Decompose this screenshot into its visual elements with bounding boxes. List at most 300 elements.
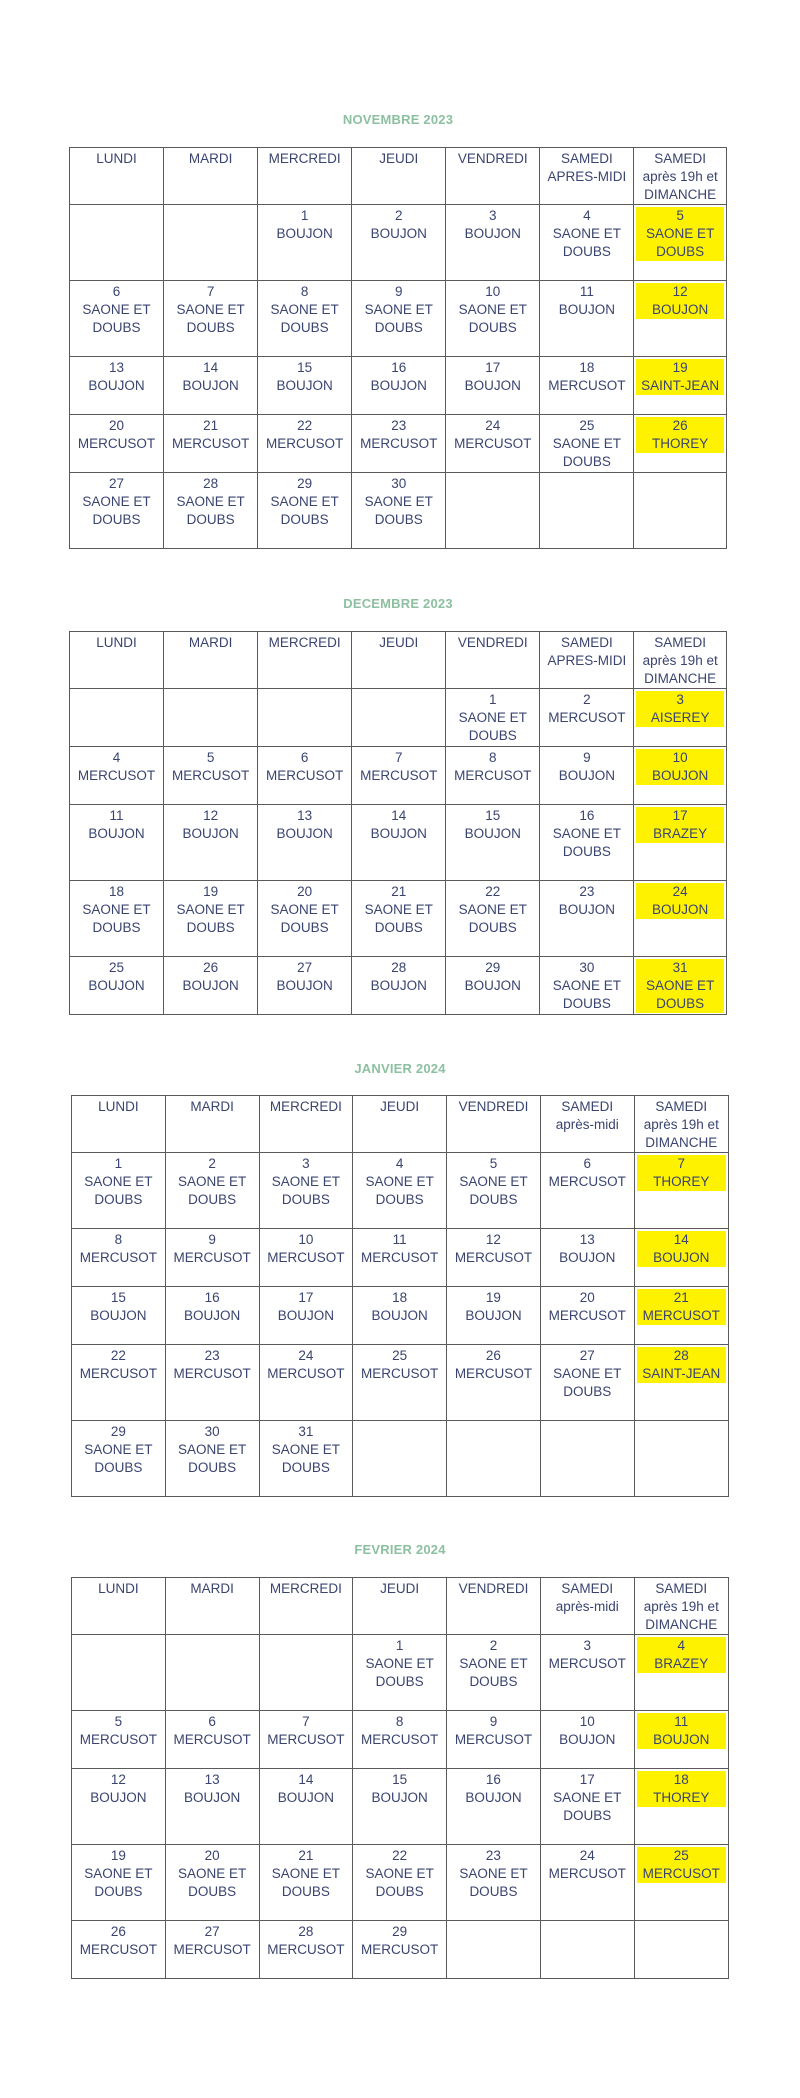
day-cell bbox=[259, 1229, 353, 1287]
day-cell bbox=[259, 1769, 353, 1845]
location-label: MERCUSOT bbox=[637, 1865, 726, 1883]
day-cell bbox=[352, 281, 446, 357]
week-row bbox=[72, 1845, 729, 1921]
day-number: 23 bbox=[485, 1848, 501, 1863]
location-label: MERCUSOT bbox=[360, 436, 438, 451]
location-label: SAONE ET DOUBS bbox=[552, 826, 621, 859]
day-number: 14 bbox=[298, 1772, 314, 1787]
location-label: SAONE ET DOUBS bbox=[176, 302, 245, 335]
weekday-header: SAMEDI après 19h et DIMANCHE bbox=[634, 148, 727, 205]
day-number: 17 bbox=[485, 360, 501, 375]
week-row bbox=[70, 689, 727, 747]
day-number: 15 bbox=[485, 808, 501, 823]
day-number: 25 bbox=[579, 418, 595, 433]
day-number: 12 bbox=[110, 1772, 126, 1787]
day-cell bbox=[72, 1921, 166, 1979]
day-cell bbox=[447, 1845, 541, 1921]
day-number: 1 bbox=[300, 208, 309, 223]
day-cell bbox=[259, 1921, 353, 1979]
empty-cell bbox=[164, 205, 258, 281]
day-number: 22 bbox=[392, 1848, 408, 1863]
day-number: 19 bbox=[636, 359, 724, 377]
day-cell bbox=[353, 1153, 447, 1229]
day-cell bbox=[259, 1287, 353, 1345]
header-row bbox=[70, 148, 727, 205]
weekday-header: MERCREDI bbox=[258, 148, 352, 205]
week-row bbox=[72, 1153, 729, 1229]
location-label: MERCUSOT bbox=[173, 1250, 251, 1265]
location-label: SAONE ET DOUBS bbox=[636, 225, 724, 261]
weekday-header: SAMEDI après 19h et DIMANCHE bbox=[634, 1096, 728, 1153]
day-cell bbox=[165, 1287, 259, 1345]
empty-cell bbox=[634, 473, 727, 549]
day-number: 11 bbox=[392, 1232, 407, 1247]
empty-cell bbox=[165, 1635, 259, 1711]
location-label: BOUJON bbox=[184, 1308, 241, 1323]
day-cell bbox=[353, 1287, 447, 1345]
location-label: BOUJON bbox=[277, 1790, 335, 1805]
location-label: MERCUSOT bbox=[267, 1250, 345, 1265]
day-number: 5 bbox=[489, 1156, 498, 1171]
empty-cell bbox=[447, 1921, 541, 1979]
location-label: MERCUSOT bbox=[454, 436, 532, 451]
day-cell bbox=[165, 1153, 259, 1229]
location-label: MERCUSOT bbox=[267, 1732, 345, 1747]
day-cell bbox=[165, 1345, 259, 1421]
day-cell bbox=[353, 1635, 447, 1711]
day-cell bbox=[352, 957, 446, 1015]
location-label: MERCUSOT bbox=[361, 1942, 439, 1957]
location-label: SAONE ET DOUBS bbox=[271, 1442, 341, 1475]
day-cell bbox=[72, 1769, 166, 1845]
day-cell bbox=[634, 689, 727, 747]
location-label: BRAZEY bbox=[637, 1655, 726, 1673]
location-label: SAONE ET DOUBS bbox=[636, 977, 724, 1013]
location-label: SAONE ET DOUBS bbox=[84, 1866, 153, 1899]
day-number: 20 bbox=[109, 418, 125, 433]
location-label: MERCUSOT bbox=[173, 1942, 251, 1957]
weekday-header: MERCREDI bbox=[259, 1096, 353, 1153]
day-number: 11 bbox=[109, 808, 124, 823]
day-cell bbox=[352, 881, 446, 957]
day-number: 27 bbox=[204, 1924, 220, 1939]
day-number: 23 bbox=[204, 1348, 220, 1363]
day-number: 27 bbox=[579, 1348, 595, 1363]
week-row bbox=[70, 205, 727, 281]
week-row bbox=[70, 415, 727, 473]
location-label: BOUJON bbox=[276, 226, 333, 241]
day-number: 6 bbox=[208, 1714, 216, 1729]
day-number: 27 bbox=[109, 476, 125, 491]
location-label: MERCUSOT bbox=[548, 1866, 626, 1881]
day-cell bbox=[352, 805, 446, 881]
day-number: 17 bbox=[579, 1772, 595, 1787]
weekday-header: VENDREDI bbox=[447, 1096, 541, 1153]
location-label: SAONE ET DOUBS bbox=[459, 1174, 528, 1207]
calendar-table bbox=[69, 147, 727, 549]
location-label: MERCUSOT bbox=[548, 1308, 626, 1323]
empty-cell bbox=[70, 205, 164, 281]
location-label: SAONE ET DOUBS bbox=[552, 436, 621, 469]
day-number: 5 bbox=[636, 207, 724, 225]
day-cell bbox=[164, 357, 258, 415]
day-number: 30 bbox=[391, 476, 407, 491]
day-cell bbox=[258, 805, 352, 881]
day-cell bbox=[70, 473, 164, 549]
day-cell bbox=[446, 689, 540, 747]
day-cell bbox=[72, 1345, 166, 1421]
day-cell bbox=[447, 1345, 541, 1421]
weekday-header: JEUDI bbox=[353, 1096, 447, 1153]
day-number: 28 bbox=[203, 476, 219, 491]
weekday-header: SAMEDI APRES-MIDI bbox=[540, 632, 634, 689]
location-label: BOUJON bbox=[88, 978, 145, 993]
day-number: 16 bbox=[391, 360, 407, 375]
location-label: BOUJON bbox=[464, 226, 521, 241]
location-label: BOUJON bbox=[90, 1308, 147, 1323]
day-cell bbox=[259, 1421, 353, 1497]
day-cell bbox=[72, 1153, 166, 1229]
day-cell bbox=[540, 1769, 634, 1845]
location-label: SAONE ET DOUBS bbox=[553, 1366, 622, 1399]
day-cell bbox=[352, 473, 446, 549]
location-label: MERCUSOT bbox=[548, 1174, 626, 1189]
day-number: 5 bbox=[206, 750, 215, 765]
empty-cell bbox=[164, 689, 258, 747]
day-number: 25 bbox=[392, 1348, 408, 1363]
day-number: 3 bbox=[302, 1156, 310, 1171]
header-row bbox=[72, 1096, 729, 1153]
location-label: BOUJON bbox=[465, 1790, 522, 1805]
day-cell bbox=[540, 805, 634, 881]
location-label: BOUJON bbox=[464, 826, 521, 841]
day-number: 15 bbox=[297, 360, 313, 375]
day-cell bbox=[447, 1229, 541, 1287]
weekday-header: LUNDI bbox=[70, 632, 164, 689]
day-cell bbox=[352, 205, 446, 281]
day-cell bbox=[164, 881, 258, 957]
day-cell bbox=[634, 1229, 728, 1287]
location-label: BOUJON bbox=[276, 978, 333, 993]
location-label: SAONE ET DOUBS bbox=[178, 1866, 247, 1899]
day-number: 10 bbox=[636, 749, 724, 767]
empty-cell bbox=[540, 1421, 634, 1497]
location-label: SAONE ET DOUBS bbox=[459, 1866, 528, 1899]
day-number: 18 bbox=[109, 884, 125, 899]
location-label: BOUJON bbox=[276, 826, 333, 841]
day-cell bbox=[447, 1711, 541, 1769]
day-cell bbox=[447, 1153, 541, 1229]
empty-cell bbox=[70, 689, 164, 747]
weekday-header: MERCREDI bbox=[259, 1578, 353, 1635]
day-number: 31 bbox=[298, 1424, 314, 1439]
day-number: 10 bbox=[485, 284, 501, 299]
day-cell bbox=[164, 415, 258, 473]
location-label: MERCUSOT bbox=[171, 436, 250, 451]
location-label: AISEREY bbox=[636, 709, 724, 727]
day-number: 8 bbox=[300, 284, 309, 299]
location-label: SAONE ET DOUBS bbox=[176, 494, 245, 527]
day-number: 24 bbox=[298, 1348, 314, 1363]
empty-cell bbox=[634, 1921, 728, 1979]
day-cell bbox=[258, 205, 352, 281]
day-cell bbox=[353, 1711, 447, 1769]
day-cell bbox=[165, 1421, 259, 1497]
week-row bbox=[72, 1635, 729, 1711]
day-cell bbox=[634, 1711, 728, 1769]
location-label: MERCUSOT bbox=[79, 1250, 157, 1265]
day-cell bbox=[540, 357, 634, 415]
day-number: 21 bbox=[203, 418, 219, 433]
location-label: SAONE ET DOUBS bbox=[270, 494, 339, 527]
day-cell bbox=[540, 881, 634, 957]
week-row bbox=[70, 805, 727, 881]
day-number: 28 bbox=[298, 1924, 314, 1939]
day-number: 14 bbox=[637, 1231, 726, 1249]
location-label: MERCUSOT bbox=[266, 436, 344, 451]
day-cell bbox=[540, 1287, 634, 1345]
location-label: MERCUSOT bbox=[360, 768, 438, 783]
day-number: 19 bbox=[110, 1848, 126, 1863]
month-title: FEVRIER 2024 bbox=[354, 1542, 446, 1557]
day-number: 12 bbox=[485, 1232, 501, 1247]
location-label: SAONE ET DOUBS bbox=[458, 302, 527, 335]
empty-cell bbox=[446, 473, 540, 549]
week-row bbox=[72, 1229, 729, 1287]
location-label: SAONE ET DOUBS bbox=[176, 902, 245, 935]
empty-cell bbox=[72, 1635, 166, 1711]
day-number: 2 bbox=[394, 208, 403, 223]
location-label: SAONE ET DOUBS bbox=[458, 710, 527, 743]
day-number: 25 bbox=[637, 1847, 726, 1865]
location-label: MERCUSOT bbox=[454, 1732, 533, 1747]
location-label: BOUJON bbox=[637, 1249, 726, 1267]
day-cell bbox=[634, 1345, 728, 1421]
location-label: MERCUSOT bbox=[361, 1250, 439, 1265]
location-label: BOUJON bbox=[559, 1250, 616, 1265]
location-label: BOUJON bbox=[370, 378, 427, 393]
day-cell bbox=[634, 1287, 728, 1345]
week-row bbox=[70, 281, 727, 357]
day-cell bbox=[446, 805, 540, 881]
day-number: 8 bbox=[114, 1232, 123, 1247]
day-cell bbox=[164, 805, 258, 881]
day-number: 18 bbox=[392, 1290, 408, 1305]
weekday-header: MARDI bbox=[164, 148, 258, 205]
location-label: MERCUSOT bbox=[267, 1366, 345, 1381]
weekday-header: SAMEDI après-midi bbox=[540, 1578, 634, 1635]
location-label: SAONE ET DOUBS bbox=[270, 902, 339, 935]
day-number: 29 bbox=[485, 960, 501, 975]
calendar-table bbox=[69, 631, 727, 1015]
day-cell bbox=[634, 281, 727, 357]
day-number: 13 bbox=[579, 1232, 595, 1247]
day-cell bbox=[353, 1229, 447, 1287]
location-label: BOUJON bbox=[277, 1308, 335, 1323]
location-label: SAONE ET DOUBS bbox=[82, 494, 151, 527]
location-label: BOUJON bbox=[636, 301, 724, 319]
week-row bbox=[72, 1287, 729, 1345]
day-cell bbox=[446, 747, 540, 805]
day-number: 6 bbox=[300, 750, 309, 765]
location-label: SAONE ET DOUBS bbox=[552, 978, 621, 1011]
location-label: THOREY bbox=[636, 435, 724, 453]
location-label: SAONE ET DOUBS bbox=[270, 302, 339, 335]
day-number: 30 bbox=[579, 960, 595, 975]
empty-cell bbox=[258, 689, 352, 747]
day-number: 29 bbox=[392, 1924, 408, 1939]
week-row bbox=[70, 357, 727, 415]
day-number: 31 bbox=[636, 959, 724, 977]
weekday-header: JEUDI bbox=[352, 148, 446, 205]
location-label: BOUJON bbox=[370, 978, 427, 993]
location-label: MERCUSOT bbox=[266, 768, 344, 783]
day-number: 3 bbox=[583, 1638, 591, 1653]
day-cell bbox=[259, 1845, 353, 1921]
day-number: 22 bbox=[110, 1348, 126, 1363]
day-number: 20 bbox=[579, 1290, 595, 1305]
day-number: 12 bbox=[203, 808, 219, 823]
day-cell bbox=[634, 1635, 728, 1711]
day-cell bbox=[164, 473, 258, 549]
day-cell bbox=[634, 415, 727, 473]
day-number: 15 bbox=[392, 1772, 408, 1787]
week-row bbox=[72, 1711, 729, 1769]
day-number: 25 bbox=[109, 960, 125, 975]
location-label: MERCUSOT bbox=[361, 1732, 439, 1747]
day-number: 22 bbox=[297, 418, 313, 433]
location-label: MERCUSOT bbox=[454, 1366, 533, 1381]
location-label: MERCUSOT bbox=[79, 1732, 157, 1747]
location-label: MERCUSOT bbox=[77, 768, 156, 783]
day-cell bbox=[353, 1769, 447, 1845]
day-number: 9 bbox=[394, 284, 403, 299]
location-label: BOUJON bbox=[371, 1790, 428, 1805]
location-label: BOUJON bbox=[88, 378, 145, 393]
location-label: SAONE ET DOUBS bbox=[82, 902, 151, 935]
weekday-header: MERCREDI bbox=[258, 632, 352, 689]
location-label: MERCUSOT bbox=[548, 1656, 626, 1671]
location-label: SAINT-JEAN bbox=[636, 377, 724, 395]
location-label: BOUJON bbox=[184, 1790, 241, 1805]
month-title: DECEMBRE 2023 bbox=[343, 596, 453, 611]
location-label: BOUJON bbox=[371, 1308, 428, 1323]
day-cell bbox=[164, 281, 258, 357]
location-label: MERCUSOT bbox=[173, 1732, 251, 1747]
weekday-header: JEUDI bbox=[353, 1578, 447, 1635]
day-cell bbox=[259, 1711, 353, 1769]
day-number: 27 bbox=[297, 960, 313, 975]
location-label: THOREY bbox=[637, 1789, 726, 1807]
day-number: 1 bbox=[395, 1638, 404, 1653]
day-number: 9 bbox=[489, 1714, 498, 1729]
week-row bbox=[72, 1921, 729, 1979]
day-cell bbox=[164, 747, 258, 805]
day-cell bbox=[446, 205, 540, 281]
day-number: 1 bbox=[489, 692, 497, 707]
week-row bbox=[70, 881, 727, 957]
location-label: SAONE ET DOUBS bbox=[552, 226, 621, 259]
empty-cell bbox=[447, 1421, 541, 1497]
day-number: 30 bbox=[204, 1424, 220, 1439]
calendar-table bbox=[71, 1095, 729, 1497]
location-label: BOUJON bbox=[90, 1790, 147, 1805]
location-label: BOUJON bbox=[370, 226, 427, 241]
day-cell bbox=[165, 1921, 259, 1979]
day-cell bbox=[258, 281, 352, 357]
location-label: MERCUSOT bbox=[454, 1250, 533, 1265]
day-cell bbox=[446, 357, 540, 415]
location-label: BOUJON bbox=[465, 1308, 522, 1323]
day-cell bbox=[165, 1229, 259, 1287]
day-number: 26 bbox=[203, 960, 219, 975]
location-label: MERCUSOT bbox=[171, 768, 250, 783]
location-label: BOUJON bbox=[558, 768, 615, 783]
day-number: 13 bbox=[204, 1772, 220, 1787]
day-cell bbox=[258, 473, 352, 549]
day-cell bbox=[258, 357, 352, 415]
location-label: MERCUSOT bbox=[361, 1366, 439, 1381]
location-label: BOUJON bbox=[182, 978, 239, 993]
day-cell bbox=[540, 415, 634, 473]
day-cell bbox=[634, 1153, 728, 1229]
day-cell bbox=[70, 415, 164, 473]
week-row bbox=[70, 957, 727, 1015]
day-cell bbox=[634, 205, 727, 281]
location-label: SAONE ET DOUBS bbox=[365, 1656, 434, 1689]
location-label: BRAZEY bbox=[636, 825, 724, 843]
day-cell bbox=[352, 747, 446, 805]
day-number: 6 bbox=[112, 284, 121, 299]
day-number: 20 bbox=[204, 1848, 220, 1863]
day-cell bbox=[446, 415, 540, 473]
location-label: SAONE ET DOUBS bbox=[178, 1442, 247, 1475]
day-number: 10 bbox=[579, 1714, 595, 1729]
day-cell bbox=[447, 1769, 541, 1845]
day-cell bbox=[258, 747, 352, 805]
day-number: 3 bbox=[636, 691, 724, 709]
day-cell bbox=[447, 1635, 541, 1711]
day-number: 24 bbox=[636, 883, 724, 901]
day-cell bbox=[446, 881, 540, 957]
day-number: 9 bbox=[208, 1232, 216, 1247]
day-cell bbox=[634, 805, 727, 881]
day-cell bbox=[540, 205, 634, 281]
day-number: 18 bbox=[579, 360, 595, 375]
location-label: SAONE ET DOUBS bbox=[458, 902, 527, 935]
location-label: SAONE ET DOUBS bbox=[553, 1790, 622, 1823]
day-number: 8 bbox=[489, 750, 497, 765]
location-label: SAONE ET DOUBS bbox=[365, 1174, 434, 1207]
day-cell bbox=[70, 881, 164, 957]
day-number: 3 bbox=[489, 208, 497, 223]
day-cell bbox=[352, 357, 446, 415]
day-number: 7 bbox=[394, 750, 403, 765]
location-label: BOUJON bbox=[636, 767, 724, 785]
day-cell bbox=[70, 805, 164, 881]
location-label: MERCUSOT bbox=[548, 378, 626, 393]
day-number: 18 bbox=[637, 1771, 726, 1789]
empty-cell bbox=[352, 689, 446, 747]
location-label: MERCUSOT bbox=[548, 710, 626, 725]
weekday-header: LUNDI bbox=[72, 1578, 166, 1635]
day-number: 24 bbox=[485, 418, 501, 433]
day-number: 4 bbox=[583, 208, 591, 223]
day-number: 26 bbox=[636, 417, 724, 435]
location-label: SAONE ET DOUBS bbox=[84, 1442, 153, 1475]
location-label: SAONE ET DOUBS bbox=[271, 1866, 341, 1899]
day-cell bbox=[634, 1845, 728, 1921]
